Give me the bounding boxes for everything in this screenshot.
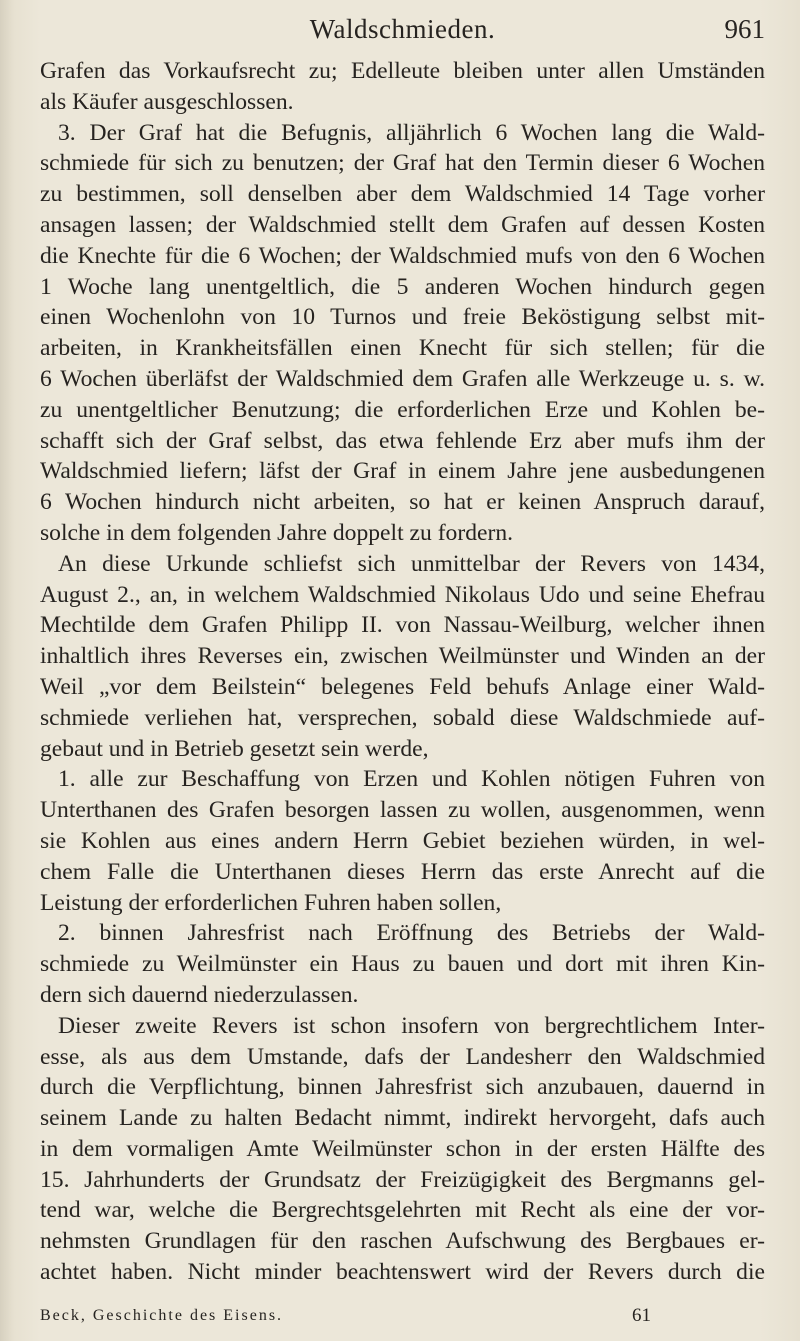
text-line: als Käufer ausgeschlossen.	[40, 88, 294, 115]
text-line: solche in dem folgenden Jahre doppelt zu fordern.	[40, 519, 514, 546]
text-line: Waldschmied liefern; läfst der Graf in einem Jahre jene ausbedungenen	[40, 458, 765, 485]
text-line: Grafen das Vorkaufsrecht zu; Edelleute bleiben unter allen Umständen	[40, 58, 765, 84]
page-header	[40, 14, 765, 50]
text-line: Leistung der erforderlichen Fuhren haben sollen,	[40, 889, 502, 916]
running-title: Waldschmieden.	[309, 14, 496, 44]
text-line: 15. Jahrhunderts der Grundsatz der Freizügigkeit des Bergmanns gel-	[40, 1166, 765, 1193]
text-line: 6 Wochen hindurch nicht arbeiten, so hat er keinen Anspruch darauf,	[40, 489, 765, 516]
text-line: tend war, welche die Bergrechtsgelehrten mit Recht als eine der vor-	[40, 1197, 765, 1224]
text-line: achtet haben. Nicht minder beachtenswert wird der Revers durch die	[40, 1259, 765, 1286]
text-line: ansagen lassen; der Waldschmied stellt dem Grafen auf dessen Kosten	[40, 211, 765, 238]
text-line: die Knechte für die 6 Wochen; der Waldschmied mufs von den 6 Wochen	[40, 242, 765, 269]
text-line: gebaut und in Betrieb gesetzt sein werde,	[40, 735, 429, 762]
text-line: arbeiten, in Krankheitsfällen einen Knecht für sich stellen; für die	[40, 335, 765, 362]
text-line: 3. Der Graf hat die Befugnis, alljährlich 6 Wochen lang die Wald-	[58, 119, 765, 146]
text-line: in dem vormaligen Amte Weilmünster schon in der ersten Hälfte des	[40, 1135, 765, 1162]
text-line: zu unentgeltlicher Benutzung; die erforderlichen Erze und Kohlen be-	[40, 396, 765, 423]
text-line: esse, als aus dem Umstande, dafs der Landesherr den Waldschmied	[40, 1043, 765, 1070]
text-line: nehmsten Grundlagen für den raschen Aufschwung des Bergbaues er-	[40, 1228, 765, 1255]
footer-source: Beck, Geschichte des Eisens.	[40, 1307, 284, 1324]
text-line: 1 Woche lang unentgeltlich, die 5 anderen Wochen hindurch gegen	[40, 273, 765, 300]
text-line: 6 Wochen überläfst der Waldschmied dem Grafen alle Werkzeuge u. s. w.	[40, 365, 765, 392]
text-line: schmiede zu Weilmünster ein Haus zu bauen und dort mit ihren Kin-	[40, 951, 765, 978]
text-line: zu bestimmen, soll denselben aber dem Waldschmied 14 Tage vorher	[40, 181, 765, 208]
text-line: inhaltlich ihres Reverses ein, zwischen Weilmünster und Winden an der	[40, 643, 765, 670]
text-line: An diese Urkunde schliefst sich unmittelbar der Revers von 1434,	[58, 550, 765, 577]
text-line: 1. alle zur Beschaffung von Erzen und Kohlen nötigen Fuhren von	[58, 766, 765, 793]
page-number: 961	[724, 14, 765, 44]
text-line: Unterthanen des Grafen besorgen lassen zu wollen, ausgenommen, wenn	[40, 797, 765, 824]
text-line: schmiede verliehen hat, versprechen, sobald diese Waldschmiede auf-	[40, 704, 765, 731]
text-line: schmiede für sich zu benutzen; der Graf hat den Termin dieser 6 Wochen	[40, 150, 765, 177]
signature-mark: 61	[632, 1305, 651, 1326]
text-line: durch die Verpflichtung, binnen Jahresfrist sich anzubauen, dauernd in	[40, 1074, 765, 1101]
text-line: sie Kohlen aus eines andern Herrn Gebiet beziehen würden, in wel-	[40, 827, 765, 854]
text-line: Weil „vor dem Beilstein“ belegenes Feld behufs Anlage einer Wald-	[40, 673, 765, 700]
text-line: schafft sich der Graf selbst, das etwa fehlende Erz aber mufs ihm der	[40, 427, 765, 454]
text-line: 2. binnen Jahresfrist nach Eröffnung des Betriebs der Wald-	[58, 920, 765, 947]
text-line: Dieser zweite Revers ist schon insofern von bergrechtlichem Inter-	[58, 1012, 765, 1039]
text-line: Mechtilde dem Grafen Philipp II. von Nassau-Weilburg, welcher ihnen	[40, 612, 765, 639]
body-text	[40, 56, 765, 1288]
text-line: einen Wochenlohn von 10 Turnos und freie Beköstigung selbst mit-	[40, 304, 765, 331]
text-line: chem Falle die Unterthanen dieses Herrn das erste Anrecht auf die	[40, 858, 765, 885]
text-line: dern sich dauernd niederzulassen.	[40, 981, 359, 1008]
page-footer	[40, 1307, 765, 1331]
text-line: August 2., an, in welchem Waldschmied Nikolaus Udo und seine Ehefrau	[40, 581, 765, 608]
text-line: seinem Lande zu halten Bedacht nimmt, indirekt hervorgeht, dafs auch	[40, 1105, 765, 1132]
